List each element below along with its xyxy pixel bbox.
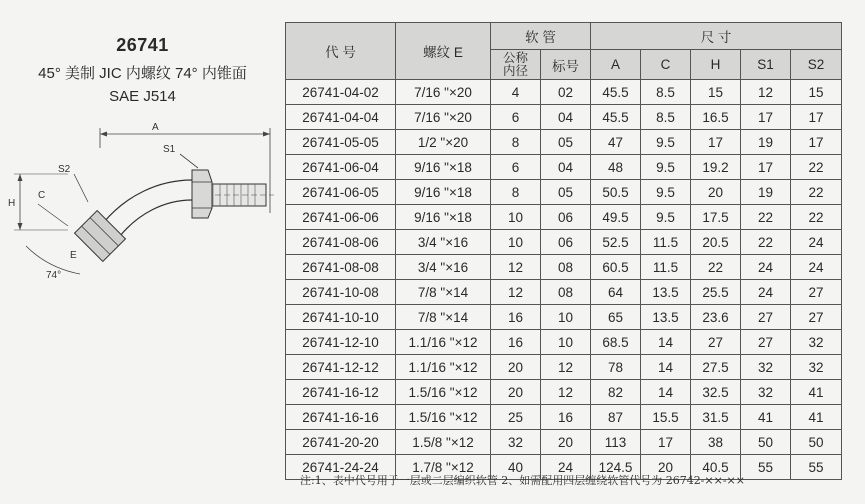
cell-thread: 1.1/16 "×12 xyxy=(396,330,491,355)
spec-table xyxy=(285,22,842,480)
cell-hose-id: 10 xyxy=(491,230,541,255)
cell-dim-h: 15 xyxy=(691,80,741,105)
table-row xyxy=(286,280,842,305)
product-description: 45° 美制 JIC 内螺纹 74° 内锥面 xyxy=(38,65,247,82)
cell-dim-c: 9.5 xyxy=(641,205,691,230)
cell-dim-s2: 22 xyxy=(791,205,842,230)
cell-dim-s2: 32 xyxy=(791,330,842,355)
cell-dim-s1: 41 xyxy=(741,405,791,430)
cell-dim-c: 13.5 xyxy=(641,280,691,305)
header-s1: S1 xyxy=(741,50,791,80)
cell-hose-dash: 10 xyxy=(541,330,591,355)
cell-dim-h: 32.5 xyxy=(691,380,741,405)
cell-thread: 7/8 "×14 xyxy=(396,280,491,305)
cell-code: 26741-10-08 xyxy=(286,280,396,305)
cell-dim-a: 124.5 xyxy=(591,455,641,480)
table-row xyxy=(286,80,842,105)
part-number: 26741 xyxy=(116,35,169,55)
cell-dim-a: 87 xyxy=(591,405,641,430)
cell-dim-s1: 32 xyxy=(741,355,791,380)
cell-code: 26741-06-06 xyxy=(286,205,396,230)
table-row xyxy=(286,380,842,405)
table-row xyxy=(286,155,842,180)
cell-thread: 1.1/16 "×12 xyxy=(396,355,491,380)
cell-dim-h: 22 xyxy=(691,255,741,280)
cell-hose-dash: 16 xyxy=(541,405,591,430)
cell-code: 26741-24-24 xyxy=(286,455,396,480)
cell-dim-c: 13.5 xyxy=(641,305,691,330)
header-s2: S2 xyxy=(791,50,842,80)
cell-hose-id: 4 xyxy=(491,80,541,105)
cell-dim-a: 68.5 xyxy=(591,330,641,355)
cell-code: 26741-05-05 xyxy=(286,130,396,155)
cell-hose-dash: 05 xyxy=(541,130,591,155)
cell-dim-s2: 24 xyxy=(791,230,842,255)
cell-dim-s2: 15 xyxy=(791,80,842,105)
cell-dim-a: 47 xyxy=(591,130,641,155)
cell-hose-id: 40 xyxy=(491,455,541,480)
cell-dim-s2: 27 xyxy=(791,305,842,330)
cell-thread: 9/16 "×18 xyxy=(396,205,491,230)
cell-dim-s1: 22 xyxy=(741,230,791,255)
cell-dim-a: 48 xyxy=(591,155,641,180)
cell-dim-a: 113 xyxy=(591,430,641,455)
cell-dim-c: 17 xyxy=(641,430,691,455)
header-hose: 软 管 xyxy=(491,23,591,50)
cell-dim-c: 8.5 xyxy=(641,80,691,105)
cell-code: 26741-10-10 xyxy=(286,305,396,330)
cell-thread: 7/8 "×14 xyxy=(396,305,491,330)
cell-dim-h: 40.5 xyxy=(691,455,741,480)
cell-dim-s2: 32 xyxy=(791,355,842,380)
cell-dim-s1: 27 xyxy=(741,330,791,355)
cell-hose-id: 12 xyxy=(491,255,541,280)
cell-dim-s2: 55 xyxy=(791,455,842,480)
cell-dim-a: 45.5 xyxy=(591,105,641,130)
cell-dim-h: 23.6 xyxy=(691,305,741,330)
cell-dim-s2: 22 xyxy=(791,180,842,205)
cell-hose-id: 8 xyxy=(491,180,541,205)
cell-thread: 7/16 "×20 xyxy=(396,80,491,105)
cell-dim-s2: 27 xyxy=(791,280,842,305)
cell-code: 26741-08-06 xyxy=(286,230,396,255)
cell-dim-s2: 24 xyxy=(791,255,842,280)
product-standard: SAE J514 xyxy=(109,88,176,105)
cell-dim-s2: 22 xyxy=(791,155,842,180)
cell-dim-a: 52.5 xyxy=(591,230,641,255)
cell-dim-s1: 24 xyxy=(741,255,791,280)
table-row xyxy=(286,130,842,155)
cell-thread: 7/16 "×20 xyxy=(396,105,491,130)
cell-hose-id: 10 xyxy=(491,205,541,230)
cell-dim-a: 45.5 xyxy=(591,80,641,105)
cell-hose-id: 6 xyxy=(491,105,541,130)
cell-dim-h: 20.5 xyxy=(691,230,741,255)
spec-table-body xyxy=(286,80,842,480)
cell-dim-c: 9.5 xyxy=(641,180,691,205)
cell-hose-dash: 02 xyxy=(541,80,591,105)
cell-dim-s1: 17 xyxy=(741,155,791,180)
cell-dim-s1: 24 xyxy=(741,280,791,305)
header-code: 代 号 xyxy=(286,23,396,80)
cell-dim-a: 78 xyxy=(591,355,641,380)
cell-dim-a: 65 xyxy=(591,305,641,330)
cell-thread: 9/16 "×18 xyxy=(396,180,491,205)
cell-dim-c: 14 xyxy=(641,380,691,405)
cell-dim-s1: 22 xyxy=(741,205,791,230)
dim-a-label: A xyxy=(152,122,159,133)
cell-thread: 9/16 "×18 xyxy=(396,155,491,180)
cell-dim-h: 19.2 xyxy=(691,155,741,180)
cell-dim-c: 15.5 xyxy=(641,405,691,430)
cell-dim-a: 49.5 xyxy=(591,205,641,230)
cell-dim-s1: 17 xyxy=(741,105,791,130)
cell-hose-dash: 06 xyxy=(541,205,591,230)
cell-thread: 1/2 "×20 xyxy=(396,130,491,155)
cell-code: 26741-06-05 xyxy=(286,180,396,205)
cell-dim-a: 82 xyxy=(591,380,641,405)
product-info-panel xyxy=(0,0,285,504)
cell-dim-c: 11.5 xyxy=(641,255,691,280)
cell-code: 26741-16-12 xyxy=(286,380,396,405)
cell-code: 26741-04-02 xyxy=(286,80,396,105)
cell-dim-c: 20 xyxy=(641,455,691,480)
cell-dim-c: 9.5 xyxy=(641,155,691,180)
cell-dim-h: 20 xyxy=(691,180,741,205)
cell-thread: 1.5/8 "×12 xyxy=(396,430,491,455)
table-row xyxy=(286,105,842,130)
cell-code: 26741-12-10 xyxy=(286,330,396,355)
cell-code: 26741-12-12 xyxy=(286,355,396,380)
cell-hose-id: 20 xyxy=(491,355,541,380)
table-row xyxy=(286,355,842,380)
cell-dim-a: 50.5 xyxy=(591,180,641,205)
cell-dim-h: 17.5 xyxy=(691,205,741,230)
cell-hose-id: 6 xyxy=(491,155,541,180)
cell-code: 26741-16-16 xyxy=(286,405,396,430)
cell-hose-dash: 04 xyxy=(541,155,591,180)
cell-dim-c: 14 xyxy=(641,330,691,355)
dim-angle-label: 74° xyxy=(46,270,62,281)
cell-dim-a: 60.5 xyxy=(591,255,641,280)
cell-dim-s2: 17 xyxy=(791,130,842,155)
header-hose-dash: 标号 xyxy=(541,50,591,80)
cell-hose-dash: 24 xyxy=(541,455,591,480)
cell-hose-dash: 08 xyxy=(541,255,591,280)
cell-hose-id: 25 xyxy=(491,405,541,430)
cell-dim-h: 16.5 xyxy=(691,105,741,130)
header-h: H xyxy=(691,50,741,80)
dim-h-label: H xyxy=(8,198,16,209)
cell-dim-h: 27 xyxy=(691,330,741,355)
dim-s2-label: S2 xyxy=(58,164,71,175)
header-hose-id xyxy=(491,50,541,80)
header-hose-id-line1: 公称 xyxy=(502,50,528,65)
cell-dim-c: 9.5 xyxy=(641,130,691,155)
cell-hose-id: 16 xyxy=(491,330,541,355)
cell-dim-c: 11.5 xyxy=(641,230,691,255)
cell-hose-id: 8 xyxy=(491,130,541,155)
cell-hose-id: 12 xyxy=(491,280,541,305)
table-row xyxy=(286,430,842,455)
table-row xyxy=(286,180,842,205)
cell-dim-s1: 27 xyxy=(741,305,791,330)
cell-thread: 3/4 "×16 xyxy=(396,255,491,280)
fitting-drawing xyxy=(8,118,288,283)
cell-hose-dash: 10 xyxy=(541,305,591,330)
table-row xyxy=(286,405,842,430)
cell-dim-s1: 12 xyxy=(741,80,791,105)
cell-hose-dash: 06 xyxy=(541,230,591,255)
table-row xyxy=(286,255,842,280)
header-hose-id-line2: 内径 xyxy=(502,63,528,78)
dim-e-label: E xyxy=(70,250,77,261)
cell-dim-s1: 32 xyxy=(741,380,791,405)
dim-s1-label: S1 xyxy=(163,144,176,155)
cell-code: 26741-20-20 xyxy=(286,430,396,455)
cell-dim-a: 64 xyxy=(591,280,641,305)
cell-thread: 1.7/8 "×12 xyxy=(396,455,491,480)
cell-code: 26741-08-08 xyxy=(286,255,396,280)
cell-dim-s1: 19 xyxy=(741,130,791,155)
cell-thread: 1.5/16 "×12 xyxy=(396,380,491,405)
cell-dim-c: 8.5 xyxy=(641,105,691,130)
cell-hose-id: 32 xyxy=(491,430,541,455)
cell-thread: 3/4 "×16 xyxy=(396,230,491,255)
cell-hose-dash: 20 xyxy=(541,430,591,455)
cell-dim-s2: 41 xyxy=(791,380,842,405)
header-a: A xyxy=(591,50,641,80)
cell-dim-s2: 50 xyxy=(791,430,842,455)
header-dimensions: 尺 寸 xyxy=(591,23,842,50)
dim-c-label: C xyxy=(38,190,46,201)
footnote: 注:1、表中代号用于一层或二层编织软管 2、如需配用四层缠绕软管代号为 26742-××-×× xyxy=(300,474,745,487)
table-row xyxy=(286,305,842,330)
cell-dim-s1: 19 xyxy=(741,180,791,205)
header-thread: 螺纹 E xyxy=(396,23,491,80)
cell-hose-dash: 04 xyxy=(541,105,591,130)
cell-dim-s1: 55 xyxy=(741,455,791,480)
cell-code: 26741-06-04 xyxy=(286,155,396,180)
cell-hose-dash: 05 xyxy=(541,180,591,205)
cell-dim-s2: 17 xyxy=(791,105,842,130)
cell-hose-dash: 08 xyxy=(541,280,591,305)
header-c: C xyxy=(641,50,691,80)
cell-dim-h: 17 xyxy=(691,130,741,155)
table-row xyxy=(286,205,842,230)
cell-dim-h: 38 xyxy=(691,430,741,455)
cell-dim-h: 27.5 xyxy=(691,355,741,380)
cell-hose-id: 20 xyxy=(491,380,541,405)
cell-dim-h: 25.5 xyxy=(691,280,741,305)
cell-hose-dash: 12 xyxy=(541,355,591,380)
cell-dim-c: 14 xyxy=(641,355,691,380)
table-row xyxy=(286,330,842,355)
cell-code: 26741-04-04 xyxy=(286,105,396,130)
table-row xyxy=(286,230,842,255)
cell-dim-h: 31.5 xyxy=(691,405,741,430)
cell-hose-dash: 12 xyxy=(541,380,591,405)
cell-dim-s2: 41 xyxy=(791,405,842,430)
cell-hose-id: 16 xyxy=(491,305,541,330)
cell-thread: 1.5/16 "×12 xyxy=(396,405,491,430)
cell-dim-s1: 50 xyxy=(741,430,791,455)
